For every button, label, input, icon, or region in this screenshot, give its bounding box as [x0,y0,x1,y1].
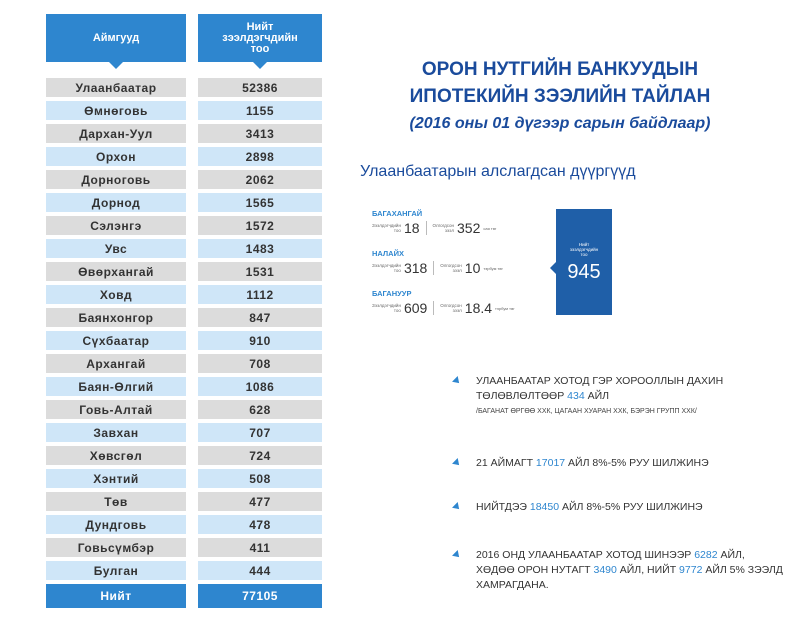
borrower-count: 3413 [198,124,322,143]
table-row [46,191,322,214]
province-name: Өмнөговь [46,101,186,120]
header-notch [253,62,267,69]
borrower-count: 910 [198,331,322,350]
province-name: Хөвсгөл [46,446,186,465]
province-name: Завхан [46,423,186,442]
divider [433,301,434,315]
bullet-arrow-icon [452,458,462,468]
borrower-count: 1155 [198,101,322,120]
bullet-item: УЛААНБААТАР ХОТОД ГЭР ХОРООЛЛЫН ДАХИН ТӨЛӨВЛӨЛТӨӨР 434 АЙЛ /БАГАНАТ ӨРГӨӨ ХХК, ЦАГААН ХУАРАН ХХК, БЭРЭН ГРУПП ХХК/ [456,374,786,419]
table-row [46,513,322,536]
table-row [46,352,322,375]
district-block: БАГАХАНГАЙ Зээлдэгчдийн тоо 18 Олгогдсон зээл 352 сая төг [372,209,497,236]
province-name: Говьсүмбэр [46,538,186,557]
divider [426,221,427,235]
borrower-count: 411 [198,538,322,557]
province-name: Баянхонгор [46,308,186,327]
province-name: Өвөрхангай [46,262,186,281]
province-name: Төв [46,492,186,511]
table-row [46,536,322,559]
borrower-count: 52386 [198,78,322,97]
table-row [46,260,322,283]
borrower-count: 444 [198,561,322,580]
province-name: Дундговь [46,515,186,534]
header-borrowers: Нийт зээлдэгчдийн тоо [198,14,322,62]
borrower-count: 708 [198,354,322,373]
table-row [46,398,322,421]
table-row [46,283,322,306]
borrower-count: 707 [198,423,322,442]
province-name: Ховд [46,285,186,304]
borrower-count: 2898 [198,147,322,166]
table-row [46,490,322,513]
bullet-arrow-icon [452,550,462,560]
province-name: Говь-Алтай [46,400,186,419]
borrower-count: 1086 [198,377,322,396]
table-row [46,375,322,398]
table-body [46,76,322,612]
table-row [46,559,322,582]
table-row [46,122,322,145]
district-block: НАЛАЙХ Зээлдэгчдийн тоо 318 Олгогдсон зээл 10 тэрбум төг [372,249,503,276]
borrower-count: 628 [198,400,322,419]
borrower-count: 1572 [198,216,322,235]
bullet-item: 21 АЙМАГТ 17017 АЙЛ 8%-5% РУУ ШИЛЖИНЭ [456,456,786,471]
borrower-count: 847 [198,308,322,327]
table-row [46,329,322,352]
table-row [46,214,322,237]
bullet-item: НИЙТДЭЭ 18450 АЙЛ 8%-5% РУУ ШИЛЖИНЭ [456,500,786,515]
province-name: Булган [46,561,186,580]
province-name: Хэнтий [46,469,186,488]
table-row [46,237,322,260]
table-row [46,421,322,444]
bullet-item: 2016 ОНД УЛААНБААТАР ХОТОД ШИНЭЭР 6282 АЙЛ, ХӨДӨӨ ОРОН НУТАГТ 3490 АЙЛ, НИЙТ 9772 АЙЛ 5% ЗЭЭЛД ХАМРАГДАНА. [456,548,786,593]
province-name: Дорнод [46,193,186,212]
province-name: Сэлэнгэ [46,216,186,235]
province-name: Дархан-Уул [46,124,186,143]
divider [433,261,434,275]
borrower-count: 478 [198,515,322,534]
borrower-count: 1112 [198,285,322,304]
province-name: Увс [46,239,186,258]
total-value: 77105 [198,584,322,608]
total-pointer [550,262,556,274]
table-row [46,467,322,490]
report-title: ОРОН НУТГИЙН БАНКУУДЫН ИПОТЕКИЙН ЗЭЭЛИЙН ТАЙЛАН (2016 оны 01 дүгээр сарын байдлаар) [409,59,711,132]
borrower-count: 2062 [198,170,322,189]
remote-districts-heading: Улаанбаатарын алслагдсан дүүргүүд [360,163,636,180]
borrower-count: 724 [198,446,322,465]
total-row [46,584,322,612]
table-row [46,76,322,99]
district-block: БАГАНУУР Зээлдэгчдийн тоо 609 Олгогдсон зээл 18.4 тэрбум төг [372,289,515,316]
borrower-count: 508 [198,469,322,488]
table-row [46,99,322,122]
province-name: Сүхбаатар [46,331,186,350]
header-notch [109,62,123,69]
total-label: Нийт [46,584,186,608]
bullet-arrow-icon [452,502,462,512]
borrower-count: 1531 [198,262,322,281]
province-name: Дорноговь [46,170,186,189]
province-name: Баян-Өлгий [46,377,186,396]
borrower-count: 1483 [198,239,322,258]
borrower-count: 1565 [198,193,322,212]
header-provinces: Аймгууд [46,14,186,62]
province-name: Улаанбаатар [46,78,186,97]
province-name: Архангай [46,354,186,373]
bullet-arrow-icon [452,376,462,386]
table-row [46,168,322,191]
table-row [46,444,322,467]
province-name: Орхон [46,147,186,166]
remote-total-box: Нийт зээлдэгчдийн тоо 945 [556,209,612,315]
table-row [46,306,322,329]
table-row [46,145,322,168]
borrower-count: 477 [198,492,322,511]
